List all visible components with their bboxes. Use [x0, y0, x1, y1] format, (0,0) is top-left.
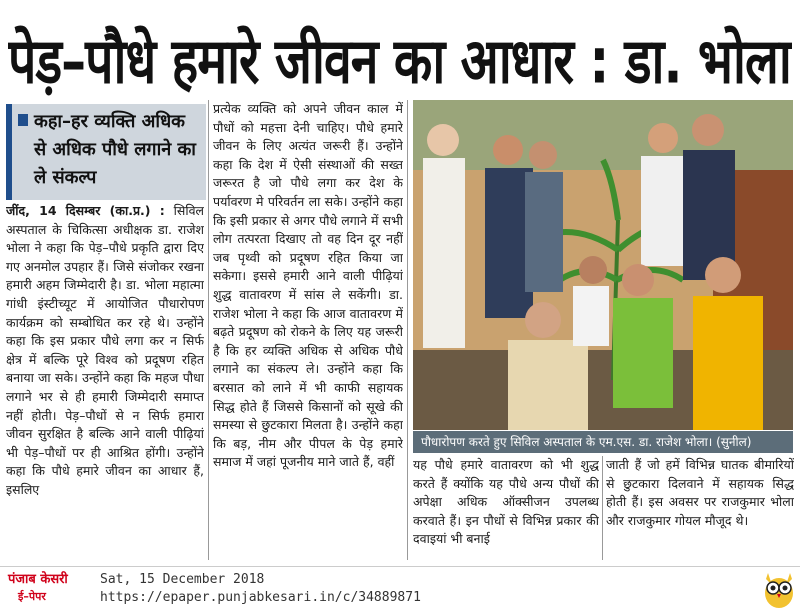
- article-column-4: [606, 456, 794, 560]
- epaper-footer: [0, 566, 800, 610]
- headline: पेड़–पौधे हमारे जीवन का आधार : डा. भोला: [8, 24, 791, 98]
- column-1-text: सिविल अस्पताल के चिकित्सा अधीक्षक डा. राजेश भोला ने कहा कि पेड़–पौधे प्रकृति द्वारा दिए गए अनमोल उपहार हैं। जिसे संजोकर रखना हमारी अहम जिम्मेदारी है। डा. भोला महात्मा गांधी इंस्टीच्यूट में आयोजित पौधारोपण कार्यक्रम को सम्बोधित कर रहे थे। उन्होंने कहा कि इस प्रकार पौधे लगा कर न सिर्फ क्षेत्र में बल्कि पूरे विश्व को प्रदूषण रहित बनाया जा सके। उन्होंने कहा कि महज पौधा लगाने भर से ही हमारी जिम्मेदारी समाप्त नहीं होती। पेड़–पौधों से न सिर्फ हमारा जीवन सुरक्षित है बल्कि आने वाली पीढ़ियां भी पेड़–पौधों पर ही आश्रित होंगी। उन्होंने कहा कि पौधे हमारे जीवन का आधार हैं, इसलिए: [6, 203, 204, 497]
- article-column-2: [213, 100, 403, 560]
- column-divider: [208, 100, 209, 560]
- column-2-text: प्रत्येक व्यक्ति को अपने जीवन काल में पौधों को महत्ता देनी चाहिए। पौधे हमारे जीवन के लिए अत्यंत जरूरी हैं। उन्होंने कहा कि देश में ऐसी संस्थाओं की सख्त जरूरत है जो पौधे लगा कर देश के पर्यावरण मे परिवर्तन ला सके। उन्होंने कहा कि इसी प्रकार से अगर पौधे लगाने में सभी लोग तत्परता दिखाए तो वह दिन दूर नहीं जब पृथ्वी को प्रदूषण रहित किया जा सकेगा। इससे हमारी आने वाली पीढ़ियां शुद्ध वातावरण में सांस ले सकेंगी। डा. राजेश भोला ने कहा कि आज वातावरण में बढ़ते प्रदूषण को रोकने के लिए यह जरूरी है कि हर व्यक्ति अधिक से अधिक पौधे लगाने का संकल्प ले। उन्होंने कहा कि बरसात को लाने में भी काफी सहायक सिद्ध होते हैं जिससे किसानों को सूखे की समस्या से छुटकारा मिलता है। उन्होंने कहा कि बड़, नीम और पीपल के पेड़ हमारे समाज में जहां पूजनीय माने जाते हैं, वहीं: [213, 101, 403, 470]
- column-4-text: जाती हैं जो हमें विभिन्न घातक बीमारियों से छुटकारा दिलवाने में सहायक सिद्ध होती हैं। इस अवसर पर राजकुमार भोला और राजकुमार गोयल मौजूद थे।: [606, 457, 794, 528]
- footer-date: Sat, 15 December 2018: [100, 572, 265, 587]
- plantation-photo-illustration: [413, 100, 793, 430]
- column-divider: [407, 100, 408, 560]
- news-photo: [413, 100, 793, 430]
- kicker-square-icon: [18, 114, 28, 126]
- logo-main-text: पंजाब केसरी: [8, 572, 68, 587]
- photo-caption: पौधारोपण करते हुए सिविल अस्पताल के एम.एस. डा. राजेश भोला। (सुनील): [413, 431, 793, 453]
- footer-url[interactable]: https://epaper.punjabkesari.in/c/34889871: [100, 590, 421, 605]
- article-column-3: [413, 456, 599, 560]
- column-divider: [602, 456, 603, 560]
- column-3-text: यह पौधे हमारे वातावरण को भी शुद्ध करते हैं क्योंकि यह पौधे अन्य पौधों की अपेक्षा अधिक ऑक्सीजन उपलब्ध करवाते हैं। इन पौधों से विभिन्न प्रकार की दवाइयां भी बनाई: [413, 457, 599, 547]
- article-column-1: [6, 202, 204, 560]
- footer-meta: [100, 571, 421, 607]
- punjab-kesari-logo: [8, 571, 88, 607]
- kicker-text: कहा–हर व्यक्ति अधिक से अधिक पौधे लगाने का ले संकल्प: [34, 111, 196, 188]
- owl-icon: [762, 569, 796, 609]
- logo-sub-text: ई–पेपर: [18, 590, 46, 603]
- kicker-box: [6, 104, 206, 200]
- dateline: जींद, 14 दिसम्बर (का.प्र.) :: [6, 203, 165, 218]
